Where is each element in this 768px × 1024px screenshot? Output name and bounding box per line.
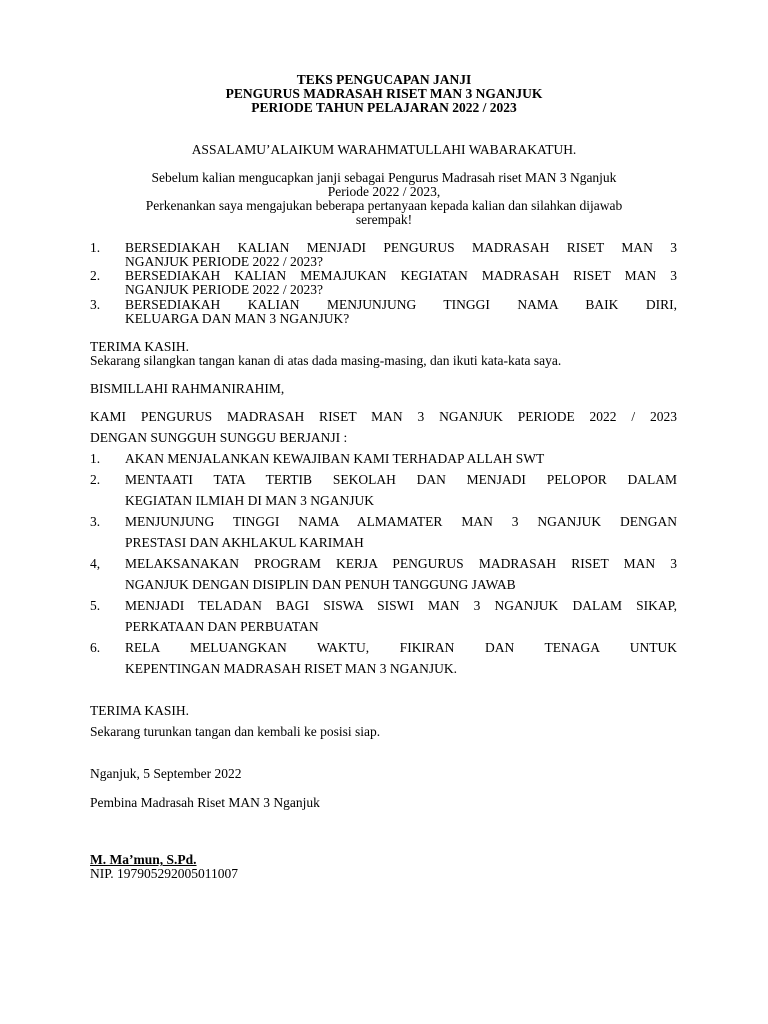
pledge-text: MENJADI TELADAN BAGI SISWA SISWI MAN 3 NGANJUK DALAM SIKAP, [125,598,677,613]
pledge-number: 6. [90,640,101,655]
instruction-text: Sekarang turunkan tangan dan kembali ke posisi siap. [90,724,381,739]
pledge-number: 2. [90,472,101,487]
pledge-text: PERKATAAN DAN PERBUATAN [125,619,319,634]
question-text: NGANJUK PERIODE 2022 / 2023? [125,254,323,269]
pledge-number: 1. [90,451,101,466]
pledge-text: MENTAATI TATA TERTIB SEKOLAH DAN MENJADI PELOPOR DALAM [125,472,677,487]
pledge-intro-line-1: KAMI PENGURUS MADRASAH RISET MAN 3 NGANJUK PERIODE 2022 / 2023 [90,409,677,424]
question-number: 2. [90,268,101,283]
pledge-text: KEPENTINGAN MADRASAH RISET MAN 3 NGANJUK. [125,661,458,676]
intro-line-1: Sebelum kalian mengucapkan janji sebagai Pengurus Madrasah riset MAN 3 Nganjuk [151,170,617,185]
pledge-text: RELA MELUANGKAN WAKTU, FIKIRAN DAN TENAGA UNTUK [125,640,677,655]
doc-title-line-3: PERIODE TAHUN PELAJARAN 2022 / 2023 [251,100,517,115]
doc-title-line-2: PENGURUS MADRASAH RISET MAN 3 NGANJUK [225,86,543,101]
question-text: NGANJUK PERIODE 2022 / 2023? [125,282,323,297]
thanks-heading: TERIMA KASIH. [90,703,190,718]
pledge-text: PRESTASI DAN AKHLAKUL KARIMAH [125,535,364,550]
signer-title: Pembina Madrasah Riset MAN 3 Nganjuk [90,795,320,810]
question-text: BERSEDIAKAH KALIAN MENJUNJUNG TINGGI NAMA BAIK DIRI, [125,297,677,312]
pledge-text: AKAN MENJALANKAN KEWAJIBAN KAMI TERHADAP ALLAH SWT [125,451,545,466]
pledge-number: 5. [90,598,101,613]
intro-line-2: Periode 2022 / 2023, [327,184,441,199]
question-text: BERSEDIAKAH KALIAN MENJADI PENGURUS MADRASAH RISET MAN 3 [125,240,677,255]
question-number: 3. [90,297,101,312]
instruction-text: Sekarang silangkan tangan kanan di atas dada masing-masing, dan ikuti kata-kata saya. [90,353,562,368]
pledge-intro-line-2: DENGAN SUNGGUH SUNGGU BERJANJI : [90,430,348,445]
pledge-text: MENJUNJUNG TINGGI NAMA ALMAMATER MAN 3 NGANJUK DENGAN [125,514,677,529]
signer-nip: NIP. 19790529200501100​7 [90,866,239,881]
question-text: KELUARGA DAN MAN 3 NGANJUK? [125,311,350,326]
place-date: Nganjuk, 5 September 2022 [90,766,242,781]
thanks-heading: TERIMA KASIH. [90,339,190,354]
signer-name: M. Ma’mun, S.Pd. [90,852,197,867]
pledge-text: MELAKSANAKAN PROGRAM KERJA PENGURUS MADRASAH RISET MAN 3 [125,556,677,571]
bismillah: BISMILLAHI RAHMANIRAHIM, [90,381,285,396]
question-number: 1. [90,240,101,255]
doc-title-line-1: TEKS PENGUCAPAN JANJI [296,72,472,87]
pledge-text: NGANJUK DENGAN DISIPLIN DAN PENUH TANGGUNG JAWAB [125,577,516,592]
question-text: BERSEDIAKAH KALIAN MEMAJUKAN KEGIATAN MADRASAH RISET MAN 3 [125,268,677,283]
intro-line-4: serempak! [355,212,413,227]
pledge-text: KEGIATAN ILMIAH DI MAN 3 NGANJUK [125,493,375,508]
pledge-number: 3. [90,514,101,529]
pledge-number: 4, [90,556,101,571]
intro-line-3: Perkenankan saya mengajukan beberapa pertanyaan kepada kalian dan silahkan dijawab [145,198,623,213]
greeting: ASSALAMU’ALAIKUM WARAHMATULLAHI WABARAKATUH. [191,142,577,157]
